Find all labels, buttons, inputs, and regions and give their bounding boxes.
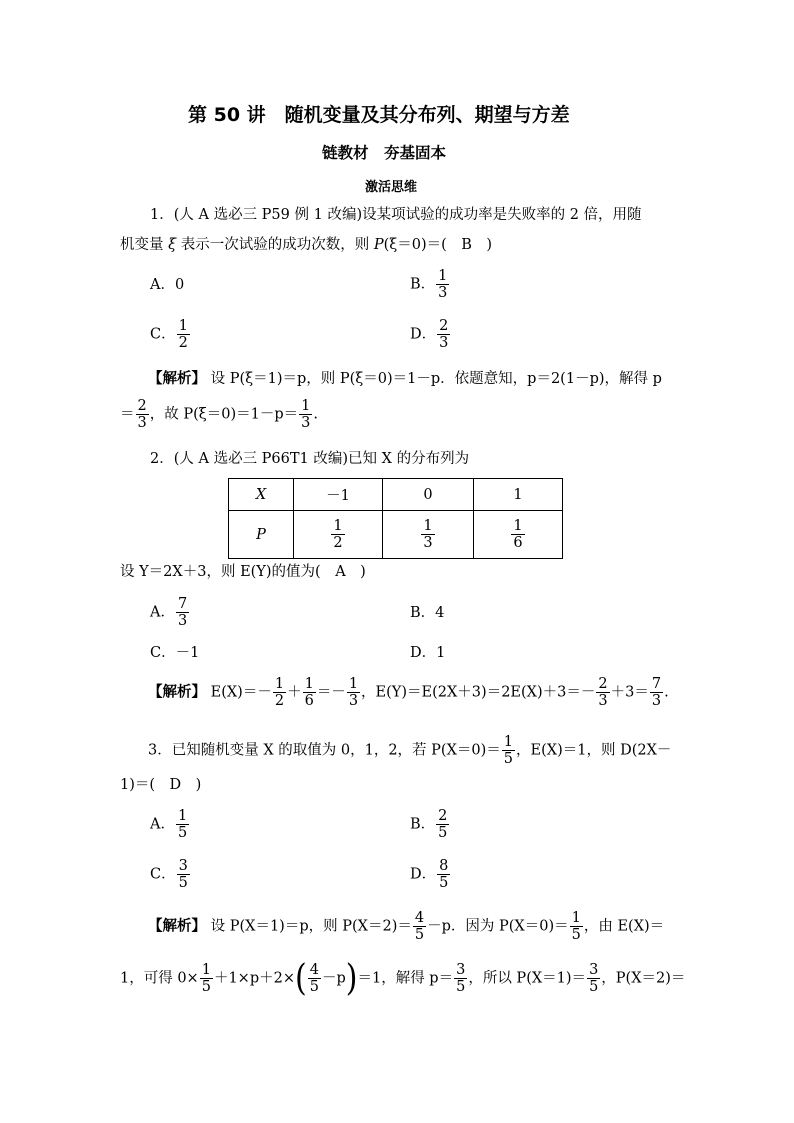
table-cell: －1 <box>294 479 383 511</box>
frac-den: 3 <box>651 693 662 709</box>
frac-den: 5 <box>456 979 466 995</box>
frac-den: 5 <box>438 825 448 841</box>
q1-solution-line2 <box>120 398 318 431</box>
q1-option-d-frac <box>437 318 450 351</box>
q2-option-d: D．1 <box>410 645 446 661</box>
q2-sol-a: E(X)＝－ <box>210 684 272 701</box>
q1-option-c <box>150 318 191 351</box>
q3-option-b-frac <box>436 808 449 841</box>
section-title: 链教材 夯基固本 <box>322 144 447 162</box>
q3-sol2-a: 1，可得 0× <box>120 970 199 987</box>
q1-option-a: A．0 <box>150 277 185 293</box>
q3-sol2-frac3 <box>454 962 467 995</box>
frac-num: 1 <box>304 676 314 692</box>
q1-p: P <box>373 237 384 253</box>
frac-den: 6 <box>513 535 523 551</box>
frac-den: 3 <box>438 285 448 301</box>
q2-sol-frac1 <box>273 676 286 709</box>
q1-sol-b: ，故 P(ξ＝0)＝1－p＝ <box>149 406 299 423</box>
q3-option-d-label: D． <box>410 866 437 883</box>
q1-option-c-label: C． <box>150 326 176 343</box>
table-row <box>229 511 563 559</box>
table-cell <box>474 511 563 559</box>
q1-sol-frac2 <box>299 398 312 431</box>
frac-num: 1 <box>274 676 285 692</box>
q1-text-c: 表示一次试验的成功次数，则 <box>176 237 374 253</box>
q1-xi: ξ <box>168 237 177 253</box>
right-paren: ) <box>345 956 358 999</box>
q3-sol-frac2 <box>570 910 583 943</box>
q1-sol-frac1 <box>136 398 149 431</box>
solution-tag: 【解析】 <box>148 917 206 935</box>
q1-text-a: 机变量 <box>120 237 169 253</box>
frac-num: 2 <box>439 318 449 334</box>
frac-num: 3 <box>589 962 599 978</box>
frac-den: 5 <box>439 875 449 891</box>
q2-stem-line2: 设 Y＝2X＋3，则 E(Y)的值为( A ) <box>120 564 366 580</box>
q3-option-a-label: A． <box>150 816 175 833</box>
frac-den: 2 <box>333 535 343 551</box>
solution-tag: 【解析】 <box>148 683 206 701</box>
frac-den: 3 <box>177 613 188 629</box>
q1-sol-c: . <box>313 406 318 423</box>
frac-num: 1 <box>348 676 359 692</box>
q1-option-c-frac <box>177 318 190 351</box>
frac-num: 2 <box>137 398 147 414</box>
solution-tag: 【解析】 <box>148 370 206 387</box>
frac-num: 1 <box>513 518 523 534</box>
frac-den: 3 <box>348 693 359 709</box>
table-cell: 0 <box>383 479 474 511</box>
frac-num: 1 <box>301 398 311 414</box>
q2-sol-frac4 <box>596 676 609 709</box>
q3-sol2-frac1 <box>200 962 213 995</box>
frac-den: 2 <box>178 335 188 351</box>
cell-frac <box>511 518 524 551</box>
q2-stem-line1: 2．(人 A 选必三 P66T1 改编)已知 X 的分布列为 <box>150 451 470 467</box>
q3-sol2-frac2 <box>308 962 321 995</box>
q3-option-a-frac <box>176 808 189 841</box>
table-cell <box>383 511 474 559</box>
frac-den: 5 <box>201 979 211 995</box>
q2-sol-b: ＋ <box>287 684 302 701</box>
q2-option-a-label: A． <box>150 604 175 621</box>
q3-text-a: 3．已知随机变量 X 的取值为 0，1，2，若 P(X＝0)＝ <box>148 742 501 759</box>
frac-num: 3 <box>178 858 188 874</box>
frac-den: 3 <box>423 535 433 551</box>
q3-sol2-c: －p <box>321 970 346 987</box>
q2-option-b: B．4 <box>410 605 445 621</box>
q3-option-b-label: B． <box>410 816 436 833</box>
frac-num: 2 <box>438 808 448 824</box>
q2-sol-c: ＝－ <box>316 684 346 701</box>
frac-num: 2 <box>598 676 608 692</box>
q3-solution-line2 <box>120 956 686 999</box>
page-title: 第 50 讲 随机变量及其分布列、期望与方差 <box>188 104 570 126</box>
frac-num: 1 <box>438 268 448 284</box>
q3-stem-line2: 1)＝( D ) <box>120 777 202 793</box>
frac-den: 3 <box>137 415 147 431</box>
q2-sol-frac2 <box>303 676 316 709</box>
cell-p-label: P <box>256 526 266 543</box>
frac-num: 1 <box>201 962 211 978</box>
q1-sol-a: ＝ <box>120 406 135 423</box>
q3-sol-frac1 <box>413 910 426 943</box>
frac-den: 5 <box>589 979 599 995</box>
frac-den: 5 <box>309 979 319 995</box>
frac-num: 1 <box>571 910 581 926</box>
q2-solution <box>148 676 669 709</box>
frac-num: 1 <box>503 734 514 750</box>
q2-sol-frac5 <box>650 676 663 709</box>
q1-option-b-label: B． <box>410 276 436 293</box>
q3-solution-line1 <box>148 910 664 943</box>
table-cell <box>229 479 294 511</box>
q1-option-d <box>410 318 451 351</box>
q3-sol-c: ，由 E(X)＝ <box>583 918 665 935</box>
q1-stem-line1: 1．(人 A 选必三 P59 例 1 改编)设某项试验的成功率是失败率的 2 倍，用随 <box>150 207 642 223</box>
q3-option-c-label: C． <box>150 866 176 883</box>
frac-den: 5 <box>178 875 188 891</box>
q3-sol-b: －p．因为 P(X＝0)＝ <box>427 918 569 935</box>
table-cell: 1 <box>474 479 563 511</box>
frac-num: 7 <box>177 596 188 612</box>
q3-option-c-frac <box>177 858 190 891</box>
q3-sol2-d: ＝1，解得 p＝ <box>357 970 454 987</box>
q2-option-a <box>150 596 190 629</box>
q2-sol-frac3 <box>347 676 360 709</box>
q1-option-b-frac <box>436 268 449 301</box>
cell-frac <box>331 518 344 551</box>
frac-den: 5 <box>414 927 425 943</box>
frac-den: 6 <box>304 693 314 709</box>
q3-sol-a: 设 P(X＝1)＝p，则 P(X＝2)＝ <box>210 918 412 935</box>
frac-den: 5 <box>177 825 188 841</box>
frac-num: 1 <box>178 318 188 334</box>
q2-option-c: C．－1 <box>150 645 200 661</box>
frac-num: 8 <box>439 858 449 874</box>
table-cell <box>294 511 383 559</box>
q2-option-a-frac <box>176 596 189 629</box>
frac-num: 7 <box>651 676 662 692</box>
distribution-table <box>228 478 563 559</box>
q3-option-b <box>410 808 450 841</box>
left-paren: ( <box>295 956 307 999</box>
q1-stem-line2 <box>120 236 492 254</box>
q1-solution-line1 <box>148 370 662 388</box>
q3-stem-line1 <box>148 734 671 767</box>
frac-num: 1 <box>423 518 433 534</box>
q3-stem-frac <box>502 734 515 767</box>
q1-option-d-label: D． <box>410 326 437 343</box>
frac-den: 5 <box>503 751 514 767</box>
cell-x-label: X <box>255 486 267 503</box>
q1-solution-text1: 设 P(ξ＝1)＝p，则 P(ξ＝0)＝1－p．依题意知，p＝2(1－p)，解得 p <box>210 371 662 387</box>
frac-den: 3 <box>439 335 449 351</box>
frac-num: 4 <box>309 962 319 978</box>
frac-num: 4 <box>414 910 425 926</box>
q3-sol2-f: ，P(X＝2)＝ <box>601 970 686 987</box>
q1-text-e: (ξ＝0)＝( B ) <box>383 237 493 253</box>
q3-option-c <box>150 858 191 891</box>
frac-den: 3 <box>301 415 311 431</box>
q3-option-a <box>150 808 190 841</box>
q3-sol2-b: ＋1×p＋2× <box>213 970 295 987</box>
q3-option-d <box>410 858 451 891</box>
q3-text-b: ，E(X)＝1，则 D(2X－ <box>516 742 672 759</box>
table-row <box>229 479 563 511</box>
subsection-title: 激活思维 <box>365 180 418 195</box>
q2-sol-d: ，E(Y)＝E(2X＋3)＝2E(X)＋3＝－ <box>361 684 596 701</box>
frac-den: 5 <box>571 927 581 943</box>
table-cell <box>229 511 294 559</box>
cell-frac <box>421 518 434 551</box>
frac-den: 2 <box>274 693 285 709</box>
q1-option-b <box>410 268 450 301</box>
frac-num: 1 <box>333 518 343 534</box>
q3-sol2-frac4 <box>587 962 600 995</box>
frac-num: 3 <box>456 962 466 978</box>
q2-sol-e: ＋3＝ <box>610 684 649 701</box>
frac-den: 3 <box>598 693 608 709</box>
q3-sol2-e: ，所以 P(X＝1)＝ <box>468 970 587 987</box>
q2-sol-f: . <box>664 684 669 701</box>
frac-num: 1 <box>177 808 188 824</box>
q3-option-d-frac <box>437 858 450 891</box>
